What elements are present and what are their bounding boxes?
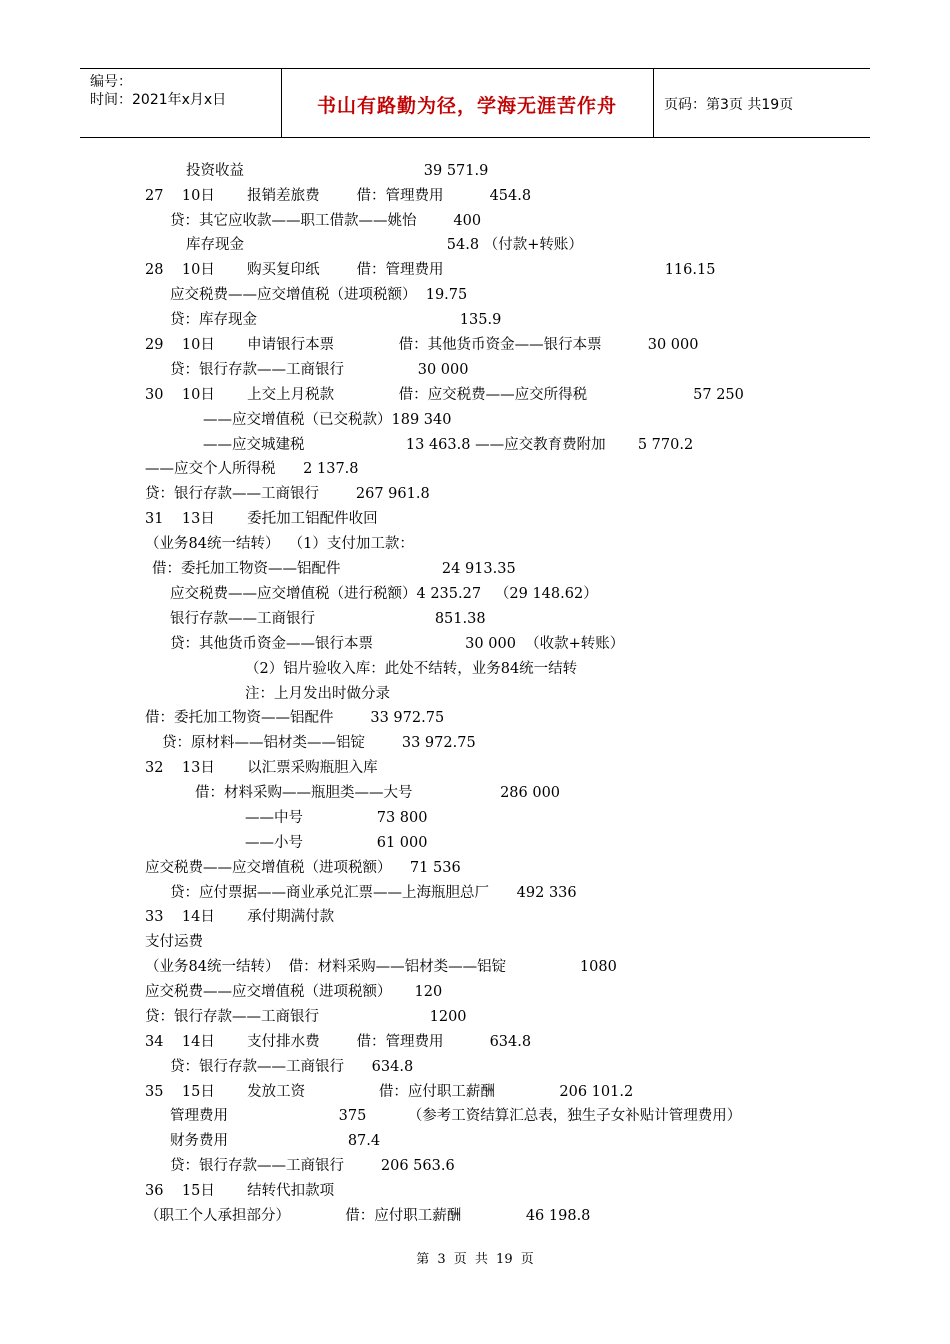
entry-line: 29 10日 申请银行本票 借：其他货币资金——银行本票 30 000 <box>145 337 699 353</box>
code-label: 编号： <box>90 74 132 90</box>
entry-line: 应交税费——应交增值税（进项税额） 19.75 <box>170 287 468 303</box>
entry-line: ——应交增值税（已交税款）189 340 <box>203 412 452 428</box>
entry-line: 34 14日 支付排水费 借：管理费用 634.8 <box>145 1034 532 1050</box>
entry-line: 贷：银行存款——工商银行 634.8 <box>170 1059 414 1075</box>
entry-line: 借：委托加工物资——铝配件 33 972.75 <box>145 710 445 726</box>
entry-line: ——应交个人所得税 2 137.8 <box>145 461 359 477</box>
page-footer: 第 3 页 共 19 页 <box>416 1252 534 1267</box>
entry-line: 31 13日 委托加工铝配件收回 <box>145 511 378 527</box>
entry-line: （业务84统一结转） （1）支付加工款： <box>145 536 414 552</box>
entry-line: 投资收益 39 571.9 <box>186 163 489 179</box>
entry-line: 应交税费——应交增值税（进项税额） 71 536 <box>145 860 461 876</box>
entry-line: 财务费用 87.4 <box>170 1133 381 1149</box>
motto-text: 书山有路勤为径，学海无涯苦作舟 <box>316 95 617 117</box>
entry-line: 30 10日 上交上月税款 借：应交税费——应交所得税 57 250 <box>145 387 744 403</box>
entry-line: 28 10日 购买复印纸 借：管理费用 116.15 <box>145 262 716 278</box>
entry-line: 注：上月发出时做分录 <box>245 686 390 702</box>
entry-line: （职工个人承担部分） 借：应付职工薪酬 46 198.8 <box>145 1208 591 1224</box>
time-label: 时间：2021年x月x日 <box>90 92 227 108</box>
entry-line: ——小号 61 000 <box>245 835 428 851</box>
entry-line: 33 14日 承付期满付款 <box>145 909 335 925</box>
entry-line: 管理费用 375 （参考工资结算汇总表，独生子女补贴计管理费用） <box>170 1108 742 1124</box>
entry-line: （业务84统一结转） 借：材料采购——铝材类——铝锭 1080 <box>145 959 617 975</box>
entry-line: 应交税费——应交增值税（进行税额）4 235.27 （29 148.62） <box>170 586 598 602</box>
entry-line: 27 10日 报销差旅费 借：管理费用 454.8 <box>145 188 532 204</box>
header-info-cell <box>80 69 282 137</box>
entry-line: 贷：银行存款——工商银行 206 563.6 <box>170 1158 455 1174</box>
entry-line: 贷：银行存款——工商银行 1200 <box>145 1009 467 1025</box>
entry-line: 银行存款——工商银行 851.38 <box>170 611 486 627</box>
entry-line: 借：材料采购——瓶胆类——大号 286 000 <box>195 785 561 801</box>
entry-line: 36 15日 结转代扣款项 <box>145 1183 335 1199</box>
entry-line: 32 13日 以汇票采购瓶胆入库 <box>145 760 378 776</box>
entry-line: 贷：原材料——铝材类——铝锭 33 972.75 <box>162 735 476 751</box>
entry-line: 贷：银行存款——工商银行 267 961.8 <box>145 486 430 502</box>
entry-line: 贷：其他货币资金——银行本票 30 000 （收款+转账） <box>170 636 625 652</box>
entry-line: 35 15日 发放工资 借：应付职工薪酬 206 101.2 <box>145 1084 634 1100</box>
entry-line: 贷：其它应收款——职工借款——姚怡 400 <box>170 213 482 229</box>
entry-line: 应交税费——应交增值税（进项税额） 120 <box>145 984 443 1000</box>
header-page-cell <box>654 69 870 137</box>
page-header <box>80 68 870 138</box>
entry-line: 库存现金 54.8 （付款+转账） <box>186 237 583 253</box>
entry-line: （2）铝片验收入库：此处不结转，业务84统一结转 <box>245 661 578 677</box>
header-motto-cell <box>281 69 654 137</box>
entry-line: 贷：银行存款——工商银行 30 000 <box>170 362 469 378</box>
entry-line: 贷：库存现金 135.9 <box>170 312 502 328</box>
entry-line: ——中号 73 800 <box>245 810 428 826</box>
entry-line: 支付运费 <box>145 934 203 950</box>
page-number-label: 页码：第3页 共19页 <box>664 97 794 113</box>
entry-line: 贷：应付票据——商业承兑汇票——上海瓶胆总厂 492 336 <box>170 885 577 901</box>
entry-line: 借：委托加工物资——铝配件 24 913.35 <box>152 561 516 577</box>
entry-line: ——应交城建税 13 463.8 ——应交教育费附加 5 770.2 <box>203 437 694 453</box>
